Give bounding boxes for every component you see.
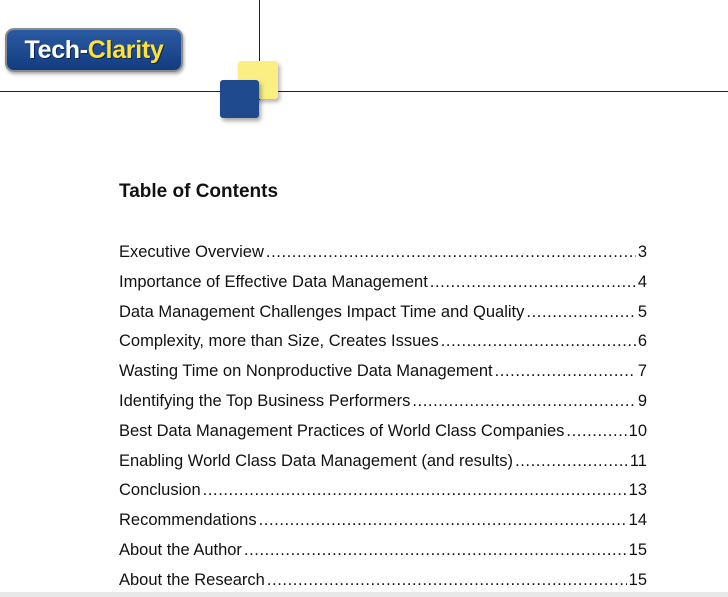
- toc-entry[interactable]: [119, 476, 647, 506]
- toc-entry-label: About the Research: [119, 570, 265, 589]
- toc-leader-dots: [412, 387, 635, 417]
- toc-leader-dots: [515, 447, 628, 477]
- toc-entry[interactable]: [119, 417, 647, 447]
- toc-entry-label: Wasting Time on Nonproductive Data Management: [119, 362, 493, 381]
- logo-wordmark: [24, 35, 164, 64]
- logo-text-part1: Tech-: [24, 35, 88, 64]
- toc-entry-page: 13: [628, 481, 647, 500]
- toc-entry[interactable]: [119, 536, 647, 566]
- toc-entry-page: 15: [628, 570, 647, 589]
- toc-entry-page: 3: [637, 243, 647, 261]
- toc-leader-dots: [526, 298, 635, 328]
- toc-entry[interactable]: [119, 327, 647, 357]
- toc-leader-dots: [566, 417, 626, 447]
- page-bottom-edge: [0, 592, 728, 597]
- toc-entry[interactable]: [119, 238, 647, 268]
- toc-entry[interactable]: [119, 357, 647, 387]
- toc-entry-page: 7: [637, 362, 647, 381]
- toc-entry[interactable]: [119, 298, 647, 328]
- toc-entry-label: Importance of Effective Data Management: [119, 272, 428, 291]
- toc-entry-page: 10: [628, 421, 647, 440]
- toc-leader-dots: [259, 506, 627, 536]
- toc-entry-label: Best Data Management Practices of World Class Companies: [119, 421, 565, 440]
- toc-entry-label: Complexity, more than Size, Creates Issues: [119, 332, 439, 351]
- toc-leader-dots: [266, 238, 636, 268]
- toc-entry-page: 14: [628, 511, 647, 530]
- toc-list: [119, 238, 647, 596]
- toc-entry-label: Executive Overview: [119, 243, 264, 261]
- toc-leader-dots: [203, 476, 627, 506]
- toc-entry[interactable]: [119, 447, 647, 477]
- logo-text-part2: Clarity: [87, 35, 164, 64]
- toc-entry-page: 4: [637, 272, 647, 291]
- toc-leader-dots: [441, 327, 636, 357]
- toc-entry-page: 11: [629, 451, 647, 470]
- toc-entry-label: Conclusion: [119, 481, 201, 500]
- toc-entry-page: 15: [628, 540, 647, 559]
- toc-title: Table of Contents: [119, 181, 279, 202]
- toc-entry-page: 6: [637, 332, 647, 351]
- toc-leader-dots: [244, 536, 627, 566]
- toc-entry[interactable]: [119, 268, 647, 298]
- toc-entry-page: 9: [637, 391, 647, 410]
- toc-entry-label: Enabling World Class Data Management (and results): [119, 451, 514, 470]
- toc-entry-label: About the Author: [119, 540, 242, 559]
- tech-clarity-logo: [5, 28, 183, 72]
- toc-entry-label: Data Management Challenges Impact Time and Quality: [119, 302, 525, 321]
- toc-entry-label: Identifying the Top Business Performers: [119, 391, 411, 410]
- toc-entry[interactable]: [119, 506, 647, 536]
- toc-leader-dots: [430, 268, 636, 298]
- toc-entry-page: 5: [637, 302, 647, 321]
- header-horizontal-rule: [0, 91, 728, 92]
- decorative-blue-square: [220, 80, 259, 118]
- toc-entry[interactable]: [119, 387, 647, 417]
- toc-entry-label: Recommendations: [119, 511, 257, 530]
- toc-leader-dots: [495, 357, 636, 387]
